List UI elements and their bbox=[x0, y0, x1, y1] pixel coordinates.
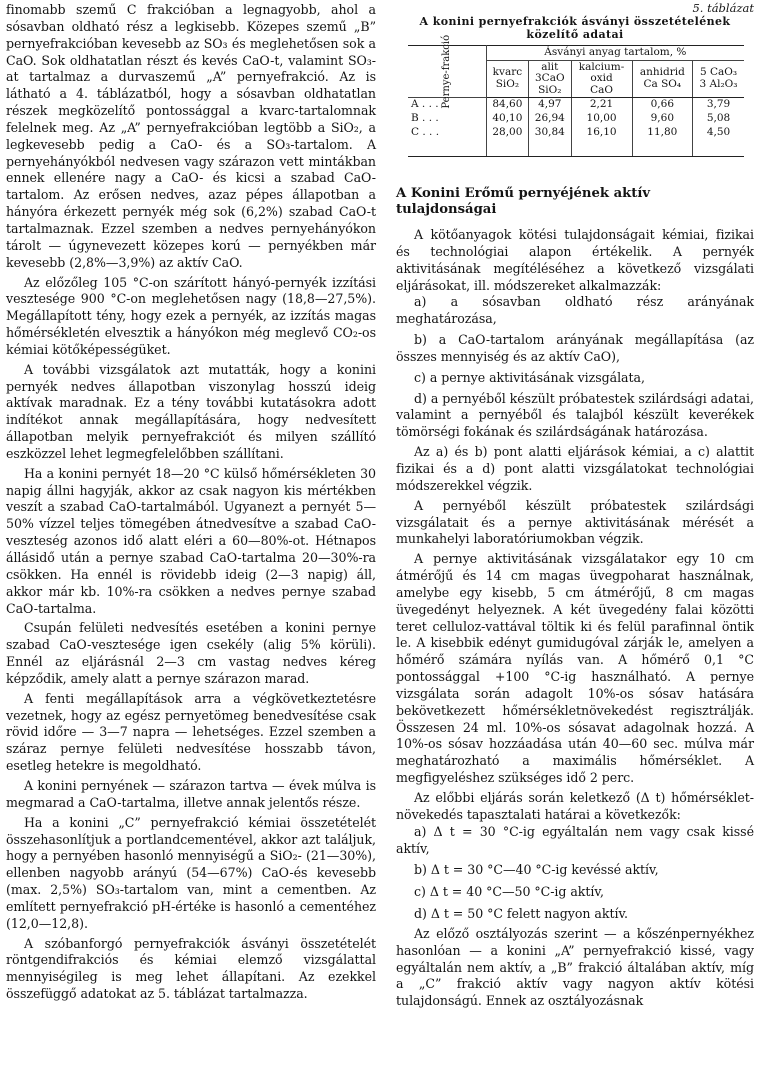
table-cell: 30,84 bbox=[529, 126, 571, 140]
right-column bbox=[396, 2, 754, 1010]
table-cell: 2,21 bbox=[571, 98, 632, 113]
table-cell: 4,97 bbox=[529, 98, 571, 113]
table-title-line: közelítő adatai bbox=[526, 28, 624, 41]
paragraph: Az előző osztályozás szerint — a kőszénpernyékhez hasonlóan — a konini „A” pernyefrakció kissé, vagy egyáltalán nem aktív, a „B” frakció általában aktív, míg a „C” frakció aktív vagy nagyon aktív kötési tulajdonságú. Ennek az osztályozásnak bbox=[396, 925, 754, 1009]
table-cell: 0,66 bbox=[632, 98, 692, 113]
section-heading: A Konini Erőmű pernyéjének aktív tulajdonságai bbox=[396, 186, 651, 217]
method-item: c) a pernye aktivitásának vizsgálata, bbox=[414, 369, 645, 385]
paragraph: Az előbbi eljárás során keletkező (Δ t) hőmérséklet-növekedés tapasztalati határai a következők: bbox=[396, 790, 754, 822]
column-header: kalcium- oxid CaO bbox=[571, 60, 632, 98]
paragraph: Csupán felületi nedvesítés esetében a konini pernye szabad CaO-vesztesége igen csekély (alig 5% körüli). Ennél az eljárásnál 2—3 cm vastag nedves kéreg képződik, amely alatt a pernye szárazon marad. bbox=[6, 620, 376, 686]
table-bottom-rule bbox=[408, 140, 744, 157]
column-header: kvarc SiO₂ bbox=[486, 60, 528, 98]
column-header: anhidrid Ca SO₄ bbox=[632, 60, 692, 98]
paragraph: Ha a konini pernyét 18—20 °C külső hőmérsékleten 30 napig állni hagyják, akkor az csak nagyon kis mértékben veszít a szabad CaO-tartalmából. Ugyanezt a pernyét 5—50% vízzel teljes tömegében átnedvesítve a szabad CaO-veszteség azonos idő alatt eléri a 60—80%-ot. Hétnapos állásidő után a pernye szabad CaO-tartalma 20—30%-ra csökken. Ha ennél is rövidebb ideig (2—3 napig) áll, akkor már kb. 10%-ra csökken a nedves pernye szabad CaO-tartalma. bbox=[6, 465, 376, 616]
row-label: B . . . bbox=[408, 112, 486, 126]
table-cell: 26,94 bbox=[529, 112, 571, 126]
table-cell: 5,08 bbox=[706, 112, 731, 125]
table-cell: 28,00 bbox=[486, 126, 528, 140]
paragraph: A fenti megállapítások arra a végkövetkeztetésre vezetnek, hogy az egész pernyetömeg benedvesítése csak rövid időre — 3—7 napra — lehetséges. Ezzel szemben a száraz pernye felületi nedvesítése hosszabb távon, esetleg hetekre is megoldható. bbox=[6, 690, 376, 774]
column-header: alit 3CaO SiO₂ bbox=[529, 60, 571, 98]
table-row bbox=[408, 98, 744, 113]
table-cell: 40,10 bbox=[486, 112, 528, 126]
fraction-column-header: Pernye-frakció bbox=[408, 46, 486, 98]
paragraph: Az a) és b) pont alatti eljárások kémiai, a c) alattit fizikai és a d) pont alatti vizsgálatokat technológiai módszerekkel végzik. bbox=[396, 444, 754, 493]
paragraph: A pernye aktivitásának vizsgálatakor egy 10 cm átmérőjű és 14 cm magas üvegpoharat használnak, amelybe egy kisebb, 5 cm átmérőjű, 8 cm magas üvegedényt helyeznek. A két üvegedény falai közötti teret celluloz-vattával töltik ki és felül parafinnal öntik le. A kisebbik edényt gumidugóval zárják le, amelyen a hőmérő számára nyílás van. A hőmérő 0,1 °C pontossággal +100 °C-ig használható. A pernye vizsgálata során adagolt 10%-os sósav hatására bekövetkezett hőmérsékletnövekedést regisztrálják. Összesen 24 ml. 10%-os sósavat adagolnak hozzá. A 10%-os sósav hozzáadása után 40—60 sec. múlva már meghatározható a maximális hőmérséklet. A megfigyeléshez szükséges idő 2 perc. bbox=[396, 551, 754, 786]
table-title-line: A konini pernyefrakciók ásványi összetételének bbox=[419, 15, 731, 28]
paragraph: A kötőanyagok kötési tulajdonságait kémiai, fizikai és technológiai alapon értékelik. A pernyék aktivitásának megítéléséhez a következő vizsgálati eljárásokat, ill. módszereket alkalmazzák: bbox=[396, 227, 754, 293]
left-column bbox=[6, 2, 376, 1003]
paragraph: A szóbanforgó pernyefrakciók ásványi összetételét röntgendifrakciós és kémiai elemző vizsgálattal mennyiségileg is meg lehet állapítani. Az ezekkel összefüggő adatokat az 5. táblázat tartalmazza. bbox=[6, 935, 376, 1002]
table-cell: 9,60 bbox=[632, 112, 692, 126]
range-item: c) Δ t = 40 °C—50 °C-ig aktív, bbox=[414, 884, 604, 900]
range-item: d) Δ t = 50 °C felett nagyon aktív. bbox=[414, 906, 628, 922]
table-label: 5. táblázat bbox=[692, 1, 754, 15]
column-header: 5 CaO₃ 3 Al₂O₃ bbox=[693, 60, 744, 98]
table-cell: 4,50 bbox=[706, 126, 731, 139]
method-item: d) a pernyéből készült próbatestek szilárdsági adatai, valamint a pernyéből és talajból készült keverékek tömörségi fokának és szilárdságának határozása. bbox=[396, 390, 754, 440]
range-item: a) Δ t = 30 °C-ig egyáltalán nem vagy csak kissé aktív, bbox=[396, 823, 754, 856]
method-item: b) a CaO-tartalom arányának megállapítása (az összes mennyiség és az aktív CaO), bbox=[396, 332, 754, 364]
paragraph: Ha a konini „C” pernyefrakció kémiai összetételét összehasonlítjuk a portlandcementével, akkor azt találjuk, hogy a pernyében hasonló mennyiségű a SiO₂- (21—30%), ellenben nagyobb arányú (54—67%) CaO-és kevesebb (max. 2,5%) SO₃-tartalom van, mint a cementben. Az említett pernyefrakció pH-értéke is hasonló a cementéhez (12,0—12,8). bbox=[6, 814, 376, 931]
method-list bbox=[396, 294, 754, 441]
row-label: C . . . bbox=[408, 126, 486, 140]
table-cell: 10,00 bbox=[571, 112, 632, 126]
table-cell: 16,10 bbox=[571, 126, 632, 140]
table-cell: 11,80 bbox=[632, 126, 692, 140]
row-label: A . . . bbox=[408, 98, 486, 113]
activity-range-list bbox=[396, 824, 754, 923]
group-header: Ásványi anyag tartalom, % bbox=[486, 46, 744, 61]
table-row bbox=[408, 112, 744, 126]
range-item: b) Δ t = 30 °C—40 °C-ig kevéssé aktív, bbox=[414, 862, 659, 878]
method-item: a) a sósavban oldható rész arányának meghatározása, bbox=[396, 294, 754, 327]
paragraph: Az előzőleg 105 °C-on szárított hányó-pernyék izzítási vesztesége 900 °C-on meglehetősen nagy (18,8—27,5%). Megállapított tény, hogy ezek a pernyék, az izzítás magas hőmérsékletén elvesztik a hányókon még meglevő CO₂-os kémiai kötőképességüket. bbox=[6, 274, 376, 357]
table-cell: 84,60 bbox=[486, 98, 528, 113]
paragraph: finomabb szemű C frakcióban a legnagyobb, ahol a sósavban oldható rész a legkisebb. Közepes szemű „B” pernyefrakcióban kevesebb az SO₃ és meglehetősen sok a CaO. Sok oldhatatlan részt és kevés CaO-t, valamint SO₃-at tartalmaz a durvaszemű „A” pernyefrakció. Az is látható a 4. táblázatból, hogy a sósavban oldhatatlan részek megközelítő pontossággal a kvarc-tartalomnak felelnek meg. Az „A” pernyefrakcióban legtöbb a SiO₂, a legkevesebb pedig a CaO- és a SO₃-tartalom. A pernyehányókból nedvesen vagy szárazon vett mintákban ennek ellenére nagy a CaO- és kicsi a szabad CaO-tartalom. Az erősen nedves, azaz pépes állapotban a hányóra érkezett pernyék még sok (6,2%) szabad CaO-t tartalmaznak. Ezzel szemben a nedves pernyehányókon tárolt — úgynevezett közepes korú — pernyékben már kevesebb (2,8%—3,9%) az aktív CaO. bbox=[6, 2, 376, 270]
table-row bbox=[408, 126, 744, 140]
paragraph: A konini pernyének — szárazon tartva — évek múlva is megmarad a CaO-tartalma, illetve annak jelentős része. bbox=[6, 777, 376, 810]
paragraph: A pernyéből készült próbatestek szilárdsági vizsgálatait és a pernye aktivitásának mérését a munkahelyi laboratóriumokban végzik. bbox=[396, 497, 754, 547]
paragraph: A további vizsgálatok azt mutatták, hogy a konini pernyék nedves állapotban viszonylag hosszú ideig aktívak maradnak. Ez a tény további kutatásokra adott indítékot annak megállapítására, hogy nedvesített állapotban melyik pernyefrakciót és milyen szállító eszközzel lehet legmegfelelőbben szállítani. bbox=[6, 361, 376, 461]
table-cell: 3,79 bbox=[706, 98, 731, 111]
